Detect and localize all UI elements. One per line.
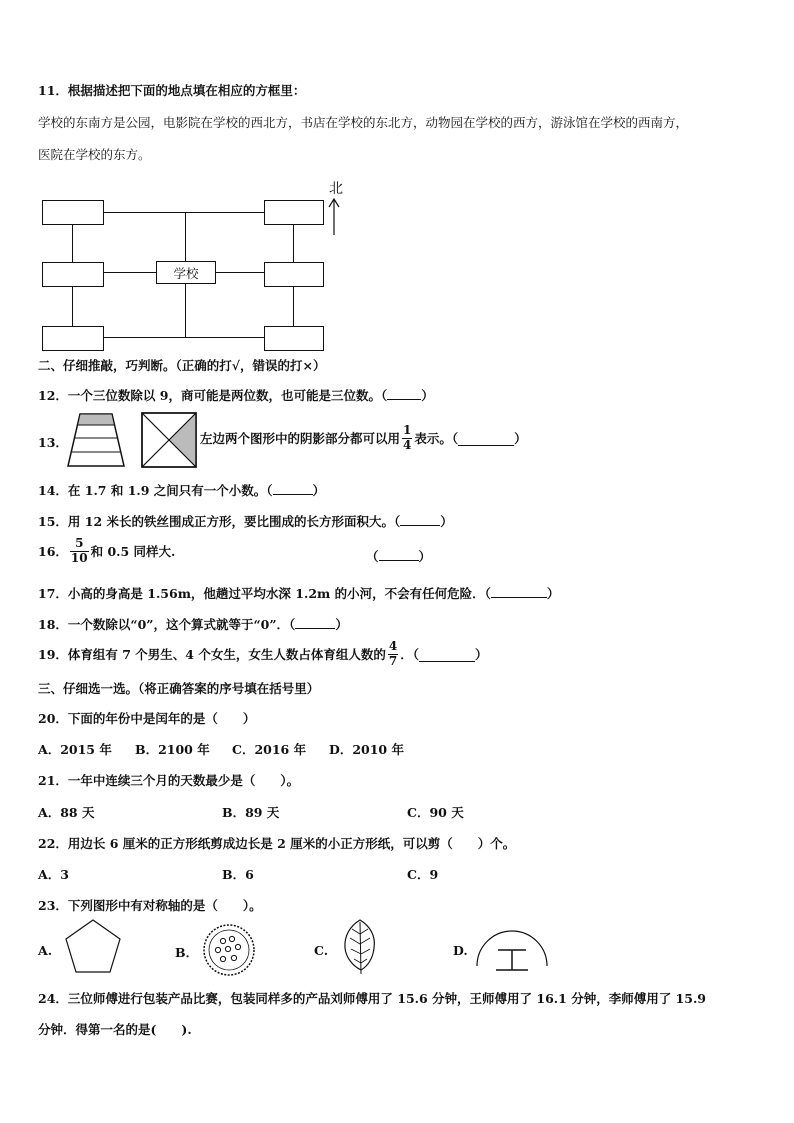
q15-answer-blank[interactable] — [400, 525, 440, 526]
map-box-northeast[interactable] — [264, 200, 324, 225]
q23-option-b[interactable]: B． — [175, 945, 199, 960]
q16-answer: （ ） — [366, 549, 432, 564]
q14: 14．在 1.7 和 1.9 之间只有一个小数。（ ） — [38, 483, 326, 498]
section2-title: 二、仔细推敲，巧判断。（正确的打√，错误的打×） — [38, 358, 326, 373]
q24-line1: 24．三位师傅进行包装产品比赛，包装同样多的产品刘师傅用了 15.6 分钟，王师傅用了 16.1 分钟，李师傅用了 15.9 — [38, 991, 706, 1006]
q11-title: 11．根据描述把下面的地点填在相应的方框里： — [38, 83, 306, 98]
q23-option-c[interactable]: C. — [314, 943, 329, 958]
q23-text: 23．下列图形中有对称轴的是（ ）。 — [38, 898, 262, 913]
q22-option-a[interactable]: A．3 — [38, 867, 69, 882]
cookie-icon — [201, 922, 257, 978]
q17: 17．小高的身高是 1.56m，他趟过平均水深 1.2m 的小河，不会有任何危险．（ ） — [38, 586, 560, 601]
square-with-diagonals-figure — [141, 412, 197, 468]
arch-t-icon — [474, 918, 550, 974]
q22-text: 22．用边长 6 厘米的正方形纸剪成边长是 2 厘米的小正方形纸，可以剪（ ）个。 — [38, 836, 516, 851]
q16-answer-blank[interactable] — [379, 560, 419, 561]
q14-answer-blank[interactable] — [273, 494, 313, 495]
q21-option-c[interactable]: C．90 天 — [407, 805, 464, 820]
q13-fraction: $\frac{1}{4}$ — [403, 423, 412, 452]
north-arrow-icon — [328, 198, 340, 236]
q24-line2: 分钟．得第一名的是( ). — [38, 1022, 192, 1037]
q18-answer-blank[interactable] — [295, 628, 335, 629]
q23-option-d[interactable]: D. — [453, 943, 468, 958]
q21-option-a[interactable]: A．88 天 — [38, 805, 95, 820]
q20-option-a[interactable]: A．2015 年 — [38, 742, 112, 757]
q23-option-a[interactable]: A. — [38, 943, 53, 958]
map-box-east[interactable] — [264, 262, 324, 287]
q18: 18．一个数除以“0”，这个算式就等于“0”．（ ） — [38, 617, 348, 632]
q11-description-line1: 学校的东南方是公园，电影院在学校的西北方，书店在学校的东北方，动物园在学校的西方，游泳馆在学校的西南方， — [38, 115, 689, 130]
q12: 12．一个三位数除以 9，商可能是两位数，也可能是三位数。（ ） — [38, 388, 434, 403]
map-box-west[interactable] — [42, 262, 104, 287]
map-box-southeast[interactable] — [264, 326, 324, 351]
q13: 左边两个图形中的阴影部分都可以用 $\frac{1}{4}$ 表示。（ ） — [200, 423, 527, 452]
q16: 16． $\frac{5}{10}$ 和 0.5 同样大. — [38, 536, 176, 565]
q21-option-b[interactable]: B．89 天 — [222, 805, 280, 820]
q16-fraction: $\frac{5}{10}$ — [70, 536, 88, 565]
q17-answer-blank[interactable] — [491, 597, 547, 598]
q11-description-line2: 医院在学校的东方。 — [38, 147, 151, 162]
q19-fraction: $\frac{4}{7}$ — [388, 639, 398, 668]
q13-number: 13． — [38, 435, 68, 450]
q22-option-c[interactable]: C．9 — [407, 867, 439, 882]
map-box-southwest[interactable] — [42, 326, 104, 351]
q20-text: 20．下面的年份中是闰年的是（ ） — [38, 711, 256, 726]
q20-option-c[interactable]: C．2016 年 — [232, 742, 307, 757]
q21-text: 21．一年中连续三个月的天数最少是（ ）。 — [38, 773, 300, 788]
map-box-school: 学校 — [156, 261, 216, 284]
pentagon-icon — [64, 918, 122, 974]
q19-answer-blank[interactable] — [419, 647, 475, 662]
q19: 19．体育组有 7 个男生、4 个女生，女生人数占体育组人数的 $\frac{4}{7}$ ．（ ） — [38, 639, 488, 668]
leaf-icon — [340, 918, 380, 976]
q15: 15．用 12 米长的铁丝围成正方形，要比围成的长方形面积大。（ ） — [38, 514, 453, 529]
q13-answer-blank[interactable] — [458, 431, 514, 446]
q20-option-d[interactable]: D．2010 年 — [329, 742, 404, 757]
q20-option-b[interactable]: B．2100 年 — [135, 742, 210, 757]
q12-answer-blank[interactable] — [387, 399, 421, 400]
q22-option-b[interactable]: B．6 — [222, 867, 254, 882]
north-label: 北 — [329, 181, 343, 197]
section3-title: 三、仔细选一选。（将正确答案的序号填在括号里） — [38, 681, 320, 696]
trapezoid-figure — [66, 412, 126, 468]
map-box-northwest[interactable] — [42, 200, 104, 225]
